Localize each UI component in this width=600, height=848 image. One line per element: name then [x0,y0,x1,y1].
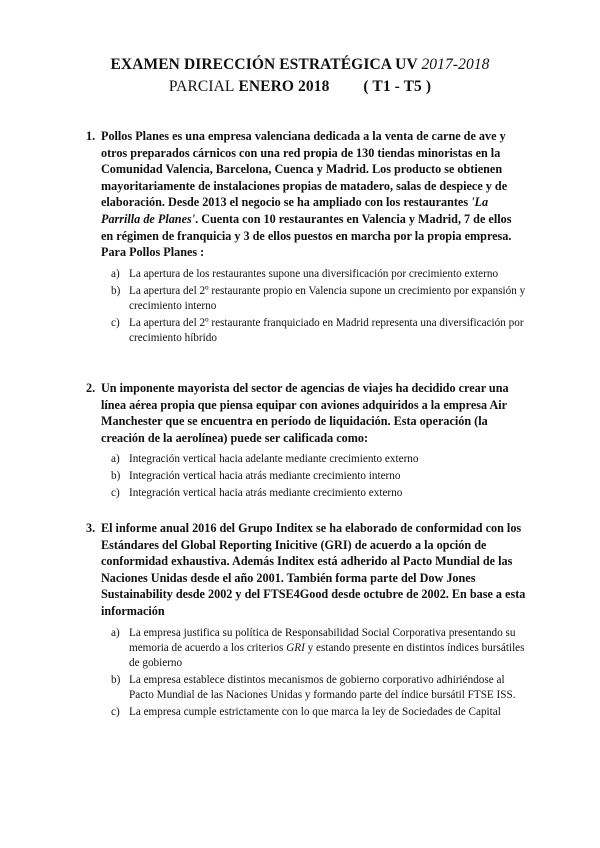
options-list [111,267,526,346]
question-1 [86,128,526,348]
option-letter: c) [111,705,120,718]
option-letter: a) [111,626,120,639]
question-text-cont: . Cuenta con 10 restaurantes en Valencia y Madrid, 7 de ellos en régimen de franquicia y 3 de ellos puestos en marcha por la propia empresa. Para Pollos Planes : [101,211,512,260]
question-2 [86,380,526,503]
option-c [111,316,526,346]
question-stem [86,128,526,261]
subtitle-units: ( T1 - T5 ) [363,78,432,95]
option-text: Integración vertical hacia atrás mediante crecimiento interno [129,470,401,483]
title-year: 2017-2018 [421,56,490,73]
question-number: 1. [86,129,96,143]
option-letter: b) [111,470,121,483]
question-text: El informe anual 2016 del Grupo Inditex se ha elaborado de conformidad con los Estándares del Global Reporting Inicitive (GRI) de acuerdo a la opción de conformidad exhaustiva. Además Inditex está adherido al Pacto Mundial de las Naciones Unidas desde el año 2001. También forma parte del Dow Jones Sustainability desde 2002 y del FTSE4Good desde octubre de 2002. En base a esta información [101,521,526,618]
page-title [0,56,600,74]
option-b [111,284,526,314]
option-text: La empresa justifica su política de Responsabilidad Social Corporativa presentando su memoria de acuerdo a los criterios [129,626,516,654]
options-list [111,452,526,501]
option-text: La apertura del 2º restaurante franquiciado en Madrid representa una diversificación por crecimiento híbrido [129,316,524,344]
page-subtitle [0,78,600,96]
question-stem [86,380,526,446]
restaurant-name: 'La Parrilla de Planes' [101,195,489,226]
option-c [111,486,526,501]
question-text: Pollos Planes es una empresa valenciana dedicada a la venta de carne de ave y otros preparados cárnicos con una red propia de 130 tiendas minoristas en la Comunidad Valencia, Barcelona, Cuenca y Madrid. Los producto se obtienen mayoritariamente de instalaciones propias de matadero, salas de despiece y de elaboración. Desde 2013 el negocio se ha ampliado con los restaurantes [101,129,508,210]
option-c [111,705,526,720]
option-letter: c) [111,487,120,500]
question-number: 3. [86,521,96,535]
option-letter: c) [111,316,120,329]
option-letter: b) [111,284,121,297]
option-text: La empresa establece distintos mecanismos de gobierno corporativo adhiriéndose al Pacto Mundial de las Naciones Unidas y formando parte del índice bursátil FTSE ISS. [129,673,516,701]
option-a [111,626,526,671]
option-text: La apertura del 2º restaurante propio en Valencia supone un crecimiento por expansión y crecimiento interno [129,284,526,312]
question-number: 2. [86,381,96,395]
option-text: La apertura de los restaurantes supone una diversificación por crecimiento externo [129,267,499,280]
option-text: Integración vertical hacia atrás mediante crecimiento externo [129,487,403,500]
option-a [111,267,526,282]
option-text: Integración vertical hacia adelante mediante crecimiento externo [129,453,419,466]
option-letter: b) [111,673,121,686]
subtitle-date: ENERO 2018 [238,78,330,95]
option-letter: a) [111,453,120,466]
option-a [111,452,526,467]
title-main: EXAMEN DIRECCIÓN ESTRATÉGICA UV [110,56,418,73]
options-list [111,626,526,720]
option-letter: a) [111,267,120,280]
option-text: La empresa cumple estrictamente con lo que marca la ley de Sociedades de Capital [129,705,501,718]
option-b [111,469,526,484]
option-text-italic: GRI [286,641,305,654]
question-stem [86,520,526,620]
subtitle-prefix: PARCIAL [168,78,235,95]
option-text-cont: y estando presente en distintos índices bursátiles de gobierno [129,641,525,669]
question-3 [86,520,526,722]
option-b [111,673,526,703]
question-text: Un imponente mayorista del sector de agencias de viajes ha decidido crear una línea aérea propia que piensa equipar con aviones adquiridos a la empresa Air Manchester que se encuentra en período de liquidación. Esta operación (la creación de la aerolínea) puede ser calificada como: [101,381,509,445]
